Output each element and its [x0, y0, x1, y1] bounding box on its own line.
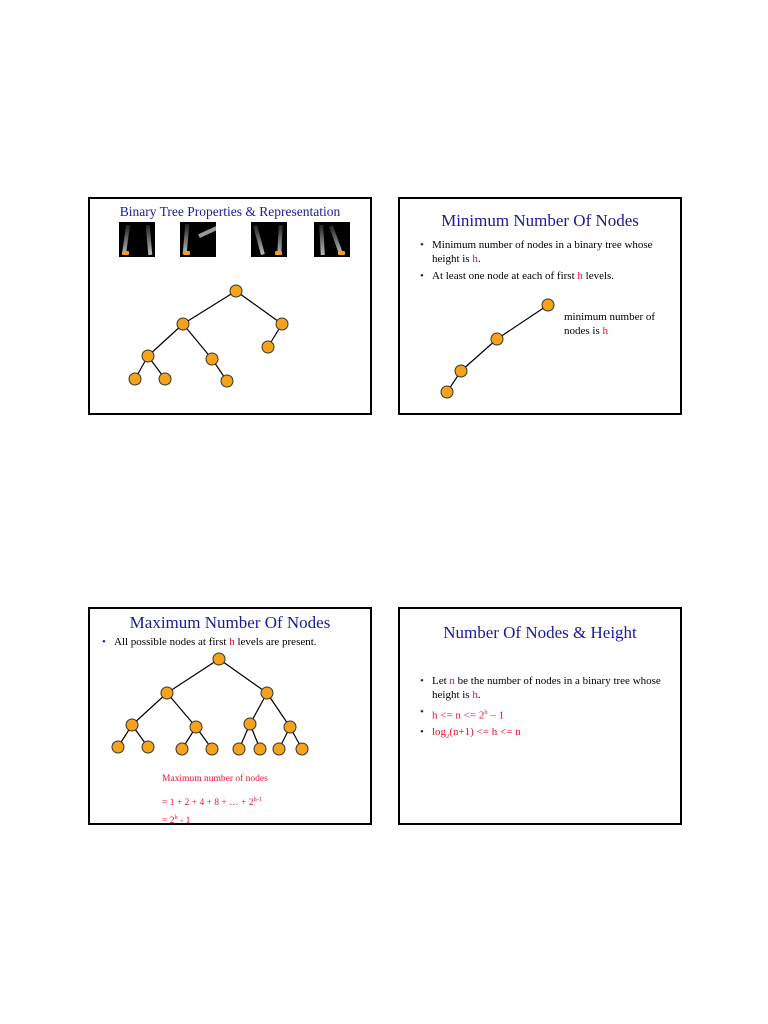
formula-result: = $2^h - 1$	[162, 814, 191, 825]
tree-node	[221, 375, 233, 387]
full-binary-tree-diagram	[90, 609, 372, 825]
tree-node	[542, 299, 554, 311]
tree-node	[112, 741, 124, 753]
binary-tree-diagram	[90, 199, 372, 415]
bullet-item: • $h <= n <= 2^h - 1$	[420, 706, 670, 723]
tree-node	[129, 373, 141, 385]
tree-node	[142, 350, 154, 362]
bullet-item: • Let n be the number of nodes in a binary tree whose height is h.	[420, 675, 670, 702]
minimum-tree-diagram	[400, 199, 682, 415]
tree-node	[233, 743, 245, 755]
slide-title: Minimum Number Of Nodes	[441, 211, 639, 230]
tree-node	[213, 653, 225, 665]
tree-node	[441, 386, 453, 398]
tree-node	[262, 341, 274, 353]
tree-node	[230, 285, 242, 297]
tree-node	[491, 333, 503, 345]
bullet-list	[420, 675, 670, 747]
tree-node	[190, 721, 202, 733]
tree-node	[206, 743, 218, 755]
tree-node	[161, 687, 173, 699]
tree-node	[276, 318, 288, 330]
slide-title: Number Of Nodes & Height	[443, 623, 637, 642]
bullet-item: • Minimum number of nodes in a binary tree whose height is h.	[420, 239, 678, 266]
formula-label: Maximum number of nodes	[162, 774, 268, 784]
tree-node	[176, 743, 188, 755]
slide-number-of-nodes-and-height	[398, 607, 682, 825]
slide-minimum-number-of-nodes	[398, 197, 682, 415]
tree-node	[254, 743, 266, 755]
bullet-item: • At least one node at each of first h levels.	[420, 270, 678, 284]
tree-node	[284, 721, 296, 733]
tree-node	[159, 373, 171, 385]
slide-title: Maximum Number Of Nodes	[129, 613, 331, 632]
tree-node	[273, 743, 285, 755]
tree-node	[126, 719, 138, 731]
bullet-item: • All possible nodes at first h levels are present.	[102, 636, 368, 650]
slide-binary-tree-properties	[88, 197, 372, 415]
tree-node	[142, 741, 154, 753]
formula-sum: = 1 + 2 + 4 + 8 + … + $2^{h-1}$	[162, 796, 263, 809]
minimum-nodes-note: minimum number of nodes is h	[564, 311, 656, 337]
tree-node	[296, 743, 308, 755]
tree-node	[206, 353, 218, 365]
tree-node	[261, 687, 273, 699]
slide-title: Binary Tree Properties & Representation	[119, 204, 341, 219]
tree-node	[455, 365, 467, 377]
tree-node	[244, 718, 256, 730]
bullet-item: • $\log_2(n+1) <= h <= n$	[420, 726, 670, 744]
slide-maximum-number-of-nodes	[88, 607, 372, 825]
tree-node	[177, 318, 189, 330]
